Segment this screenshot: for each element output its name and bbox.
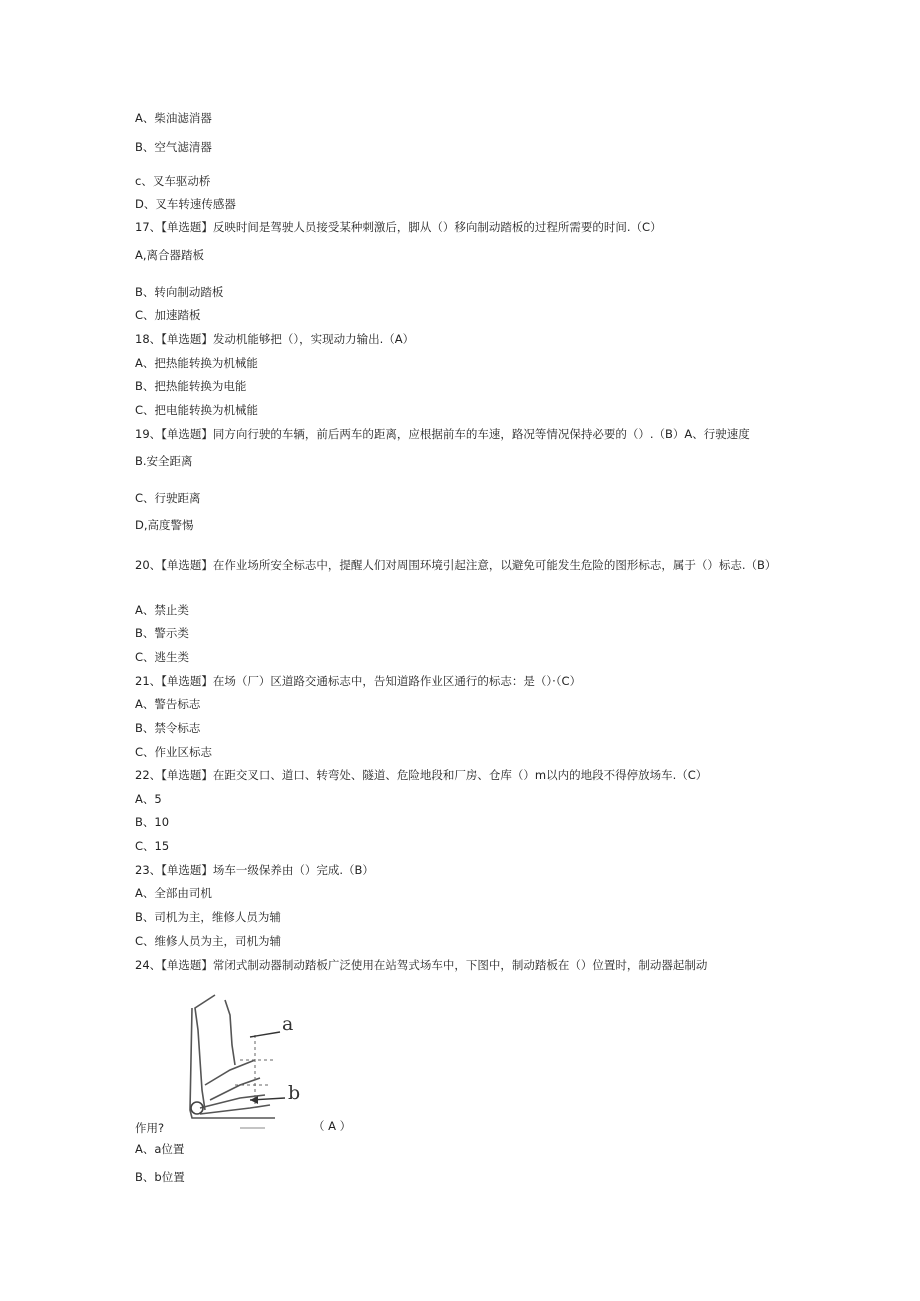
answer-caption: （ A ） xyxy=(313,1119,352,1133)
line-17: A、禁止类 xyxy=(135,603,189,617)
line-33: 作用? xyxy=(135,1121,165,1135)
line-29: A、全部由司机 xyxy=(135,886,212,900)
line-30: B、司机为主，维修人员为辅 xyxy=(135,910,281,924)
question-22: 22、【单选题】在距交叉口、道口、转弯处、隧道、危险地段和厂房、仓库（）m以内的地段不得停放场车.（C） xyxy=(135,768,708,782)
line-35: B、b位置 xyxy=(135,1170,185,1184)
line-19: C、逃生类 xyxy=(135,650,190,664)
line-21: A、警告标志 xyxy=(135,697,201,711)
line-9: A、把热能转换为机械能 xyxy=(135,356,258,370)
pointer-a-line xyxy=(250,1032,280,1037)
question-20: 20、【单选题】在作业场所安全标志中，提醒人们对周围环境引起注意，以避免可能发生危险的图形标志，属于（）标志.（B） xyxy=(135,558,777,572)
line-22: B、禁令标志 xyxy=(135,721,201,735)
brake-pedal-figure xyxy=(180,990,370,1135)
line-34: A、a位置 xyxy=(135,1142,185,1156)
question-23: 23、【单选题】场车一级保养由（）完成.（B） xyxy=(135,863,374,877)
line-15: D,高度警惕 xyxy=(135,518,194,532)
question-24: 24、【单选题】常闭式制动器制动踏板广泛使用在站驾式场车中，下图中，制动踏板在（）位置时，制动器起制动 xyxy=(135,958,708,972)
line-3: D、叉车转速传感器 xyxy=(135,197,236,211)
line-7: C、加速踏板 xyxy=(135,308,201,322)
brake-pedal-diagram xyxy=(180,990,370,1135)
line-2: c、叉车驱动桥 xyxy=(135,174,211,188)
line-0: A、柴油滤消器 xyxy=(135,111,212,125)
question-18: 18、【单选题】发动机能够把（），实现动力输出.（A） xyxy=(135,332,415,346)
label-b: b xyxy=(288,1082,301,1104)
line-5: A,离合器踏板 xyxy=(135,248,205,262)
line-23: C、作业区标志 xyxy=(135,745,213,759)
label-a: a xyxy=(282,1013,294,1035)
line-10: B、把热能转换为电能 xyxy=(135,379,247,393)
line-31: C、维修人员为主，司机为辅 xyxy=(135,934,282,948)
line-6: B、转向制动踏板 xyxy=(135,285,224,299)
line-26: B、10 xyxy=(135,815,170,829)
line-13: B.安全距离 xyxy=(135,454,193,468)
question-19: 19、【单选题】同方向行驶的车辆，前后两车的距离，应根据前车的车速，路况等情况保持必要的（）.（B）A、行驶速度 xyxy=(135,427,750,441)
line-14: C、行驶距离 xyxy=(135,491,201,505)
question-17: 17、【单选题】反映时间是驾驶人员接受某种刺激后，脚从（）移向制动踏板的过程所需要的时间.（C） xyxy=(135,220,662,234)
line-25: A、5 xyxy=(135,792,162,806)
line-18: B、警示类 xyxy=(135,626,189,640)
line-27: C、15 xyxy=(135,839,170,853)
line-11: C、把电能转换为机械能 xyxy=(135,403,259,417)
line-1: B、空气滤清器 xyxy=(135,140,212,154)
question-21: 21、【单选题】在场（厂）区道路交通标志中，告知道路作业区通行的标志：是（）·（C） xyxy=(135,674,582,688)
